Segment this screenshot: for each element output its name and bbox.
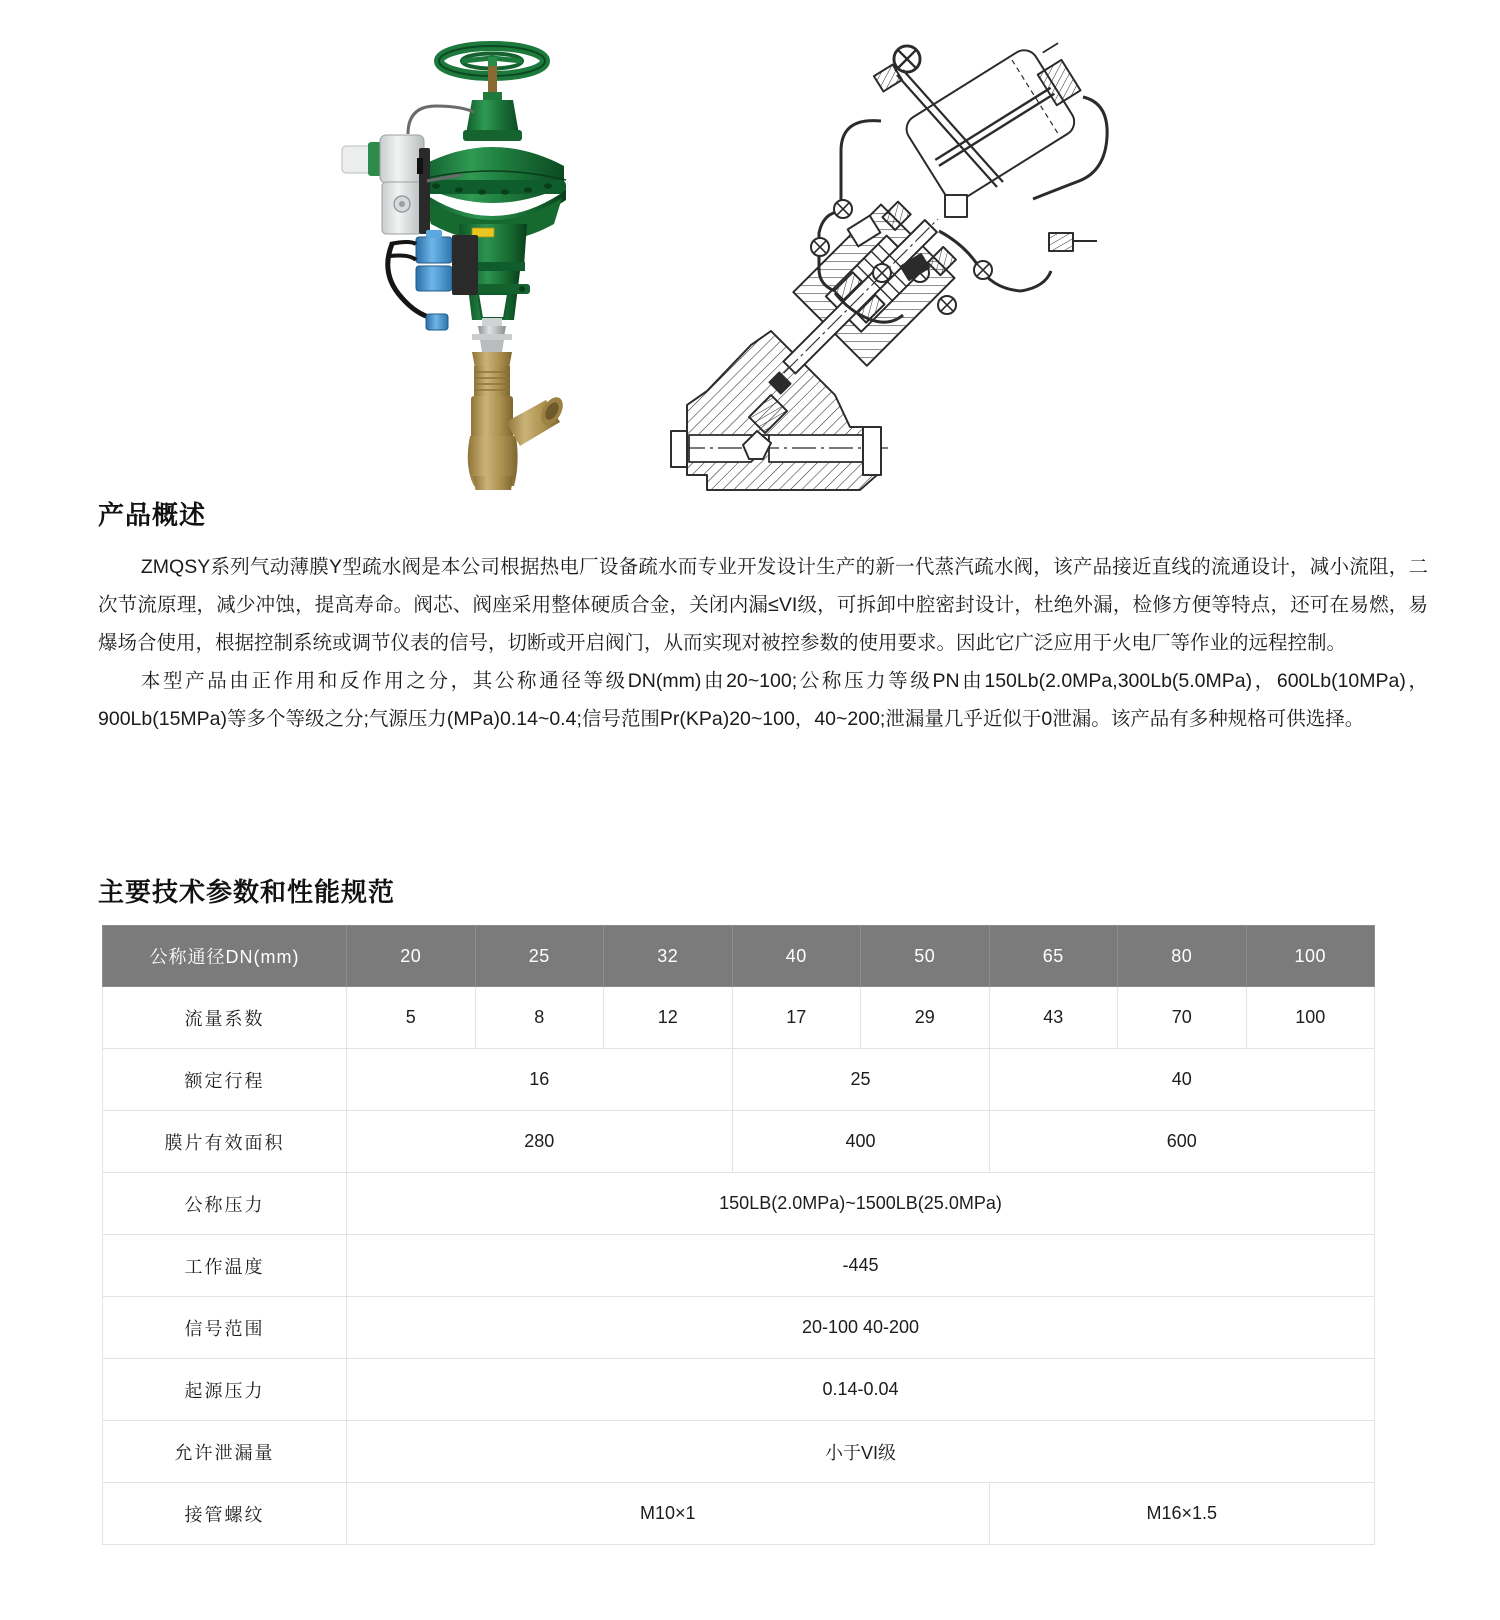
row-label: 流量系数 <box>103 987 347 1049</box>
table-header <box>103 926 1375 987</box>
header-cell-size: 50 <box>861 926 990 987</box>
table-row <box>103 1111 1375 1173</box>
table-cell: 29 <box>861 987 990 1049</box>
y-type-valve-body <box>468 352 568 490</box>
table-cell: -445 <box>347 1235 1375 1297</box>
table-cell: 400 <box>732 1111 989 1173</box>
product-image-band <box>0 0 1500 500</box>
table-cell: 25 <box>732 1049 989 1111</box>
product-overview-section <box>0 495 1500 738</box>
overview-paragraph-1: ZMQSY系列气动薄膜Y型疏水阀是本公司根据热电厂设备疏水而专业开发设计生产的新一代蒸汽疏水阀，该产品接近直线的流通设计，减小流阻，二次节流原理，减少冲蚀，提高寿命。阀芯、阀座采用整体硬质合金，关闭内漏≤VI级，可拆卸中腔密封设计，杜绝外漏，检修方便等特点，还可在易燃，易爆场合使用，根据控制系统或调节仪表的信号，切断或开启阀门，从而实现对被控参数的使用要求。因此它广泛应用于火电厂等作业的远程控制。 <box>98 556 1428 654</box>
limit-switch-box <box>416 230 478 295</box>
valve-positioner <box>342 135 430 234</box>
overview-title: 产品概述 <box>98 500 207 530</box>
row-label: 工作温度 <box>103 1235 347 1297</box>
table-row <box>103 1235 1375 1297</box>
table-cell: 40 <box>989 1049 1375 1111</box>
header-cell-size: 100 <box>1246 926 1375 987</box>
table-cell: 16 <box>347 1049 733 1111</box>
product-photo <box>320 30 650 490</box>
technical-drawing <box>645 35 1125 500</box>
table-row <box>103 1297 1375 1359</box>
table-cell: 43 <box>989 987 1118 1049</box>
header-cell-size: 40 <box>732 926 861 987</box>
stem-coupling <box>472 318 512 352</box>
table-row <box>103 1049 1375 1111</box>
table-cell: M16×1.5 <box>989 1483 1375 1545</box>
table-cell: 小于VI级 <box>347 1421 1375 1483</box>
table-cell: 5 <box>347 987 476 1049</box>
row-label: 允许泄漏量 <box>103 1421 347 1483</box>
overview-body <box>0 548 1500 738</box>
table-cell: 8 <box>475 987 604 1049</box>
specifications-section <box>0 872 1500 1545</box>
table-row <box>103 1359 1375 1421</box>
table-body <box>103 987 1375 1545</box>
table-cell: 100 <box>1246 987 1375 1049</box>
header-cell-size: 80 <box>1118 926 1247 987</box>
table-cell: 280 <box>347 1111 733 1173</box>
table-row <box>103 1483 1375 1545</box>
table-cell: M10×1 <box>347 1483 990 1545</box>
table-cell: 17 <box>732 987 861 1049</box>
row-label: 接管螺纹 <box>103 1483 347 1545</box>
table-cell: 600 <box>989 1111 1375 1173</box>
row-label: 膜片有效面积 <box>103 1111 347 1173</box>
table-cell: 12 <box>604 987 733 1049</box>
specs-title: 主要技术参数和性能规范 <box>98 877 396 907</box>
table-cell: 150LB(2.0MPa)~1500LB(25.0MPa) <box>347 1173 1375 1235</box>
header-cell-size: 65 <box>989 926 1118 987</box>
row-label: 信号范围 <box>103 1297 347 1359</box>
overview-paragraph-2: 本型产品由正作用和反作用之分，其公称通径等级DN(mm)由20~100;公称压力等级PN由150Lb(2.0MPa,300Lb(5.0MPa)，600Lb(10MPa)，900Lb(15MPa)等多个等级之分;气源压力(MPa)0.14~0.4;信号范围Pr(KPa)20~100，40~200;泄漏量几乎近似于0泄漏。该产品有多种规格可供选择。 <box>98 670 1428 730</box>
row-label: 额定行程 <box>103 1049 347 1111</box>
header-cell-label: 公称通径DN(mm) <box>103 926 347 987</box>
row-label: 公称压力 <box>103 1173 347 1235</box>
table-header-row <box>103 926 1375 987</box>
table-row <box>103 1173 1375 1235</box>
header-cell-size: 25 <box>475 926 604 987</box>
table-cell: 70 <box>1118 987 1247 1049</box>
header-cell-size: 32 <box>604 926 733 987</box>
header-cell-size: 20 <box>347 926 476 987</box>
table-cell: 20-100 40-200 <box>347 1297 1375 1359</box>
specifications-table <box>102 925 1375 1545</box>
table-cell: 0.14-0.04 <box>347 1359 1375 1421</box>
table-row <box>103 987 1375 1049</box>
table-row <box>103 1421 1375 1483</box>
row-label: 起源压力 <box>103 1359 347 1421</box>
